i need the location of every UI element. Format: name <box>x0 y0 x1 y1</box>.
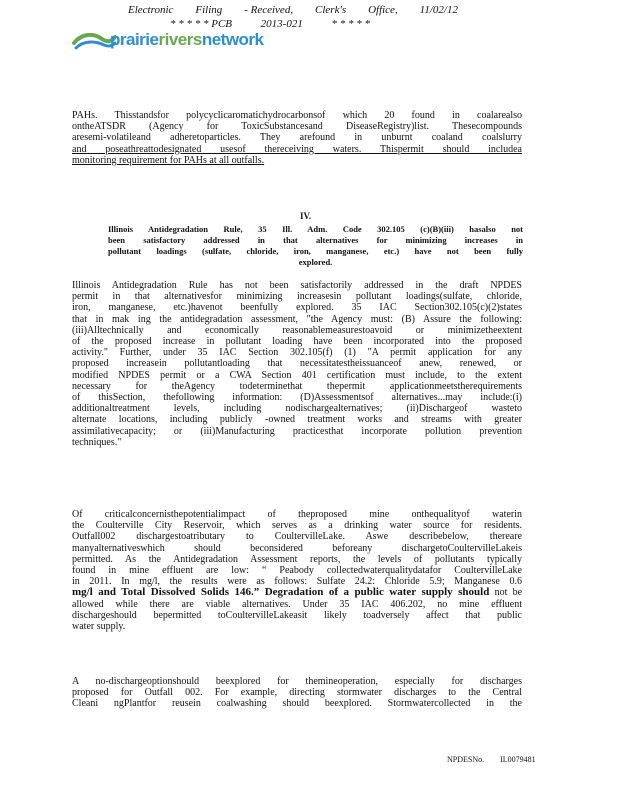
paragraph-critical-concern <box>72 509 522 632</box>
text-line: of thisSection, thefollowing information: (D)Assessmentsof alternatives...may include:(i) <box>72 392 522 404</box>
case-number: 2013-021 <box>260 18 303 30</box>
text-line: found in mine effluent are low: “ Peabody collectedwaterqualitydatafor CoultervilleLake <box>72 565 522 577</box>
text-line: proposed increasein pollutantloading that necessitatestheissuanceof anew, renewed, or <box>72 358 522 370</box>
text-line: allowed while there are viable alternatives. Under 35 IAC 406.202, no mine effluent <box>72 598 522 610</box>
text-line: iron, manganese, etc.)havenot beenfully explored. 35 IAC Section302.105(c)(2)states <box>72 302 522 314</box>
text-line: Of criticalconcernisthepotentialimpact of theproposed mine onthequalityof waterin <box>72 509 522 520</box>
section-number: IV. <box>300 211 312 221</box>
text-line: Illinois Antidegradation Rule has not been satisfactorily addressed in the draft NPDES <box>72 280 522 291</box>
text-line: water supply. <box>72 621 126 633</box>
paragraph-no-discharge <box>72 676 522 710</box>
npdes-label: NPDESNo. <box>447 755 485 764</box>
heading-line: Illinois Antidegradation Rule, 35 Ill. Adm. Code 302.105 (c)(B)(iii) hasalso not <box>108 224 523 234</box>
filing-stamp-line1 <box>128 4 458 16</box>
stamp-word: Electronic <box>128 4 174 16</box>
text-line: alternate locations, including publicly -owned treatment works and streams with greater <box>72 414 522 426</box>
bold-text: mg/l and Total Dissolved Solids 146.” Degradation of a public water supply should <box>72 586 490 599</box>
stamp-word: Office, <box>368 4 398 16</box>
heading-line: been satisfactory addressed in that alternatives for minimizing increases in <box>108 235 523 245</box>
text-line: PAHs. Thisstandsfor polycyclicaromatichydrocarbonsof which 20 found in coalarealso <box>72 110 522 121</box>
logo-wordmark: prairieriversnetwork <box>110 30 264 49</box>
stamp-word: - Received, <box>244 4 294 16</box>
text-run: not be <box>494 587 523 599</box>
text-line: modified NPDES permit or a CWA Section 401 certification must include, to the extent <box>72 369 522 381</box>
text-line: permit in that alternativesfor minimizing increasesin pollutant loadings(sulfate, chloride, <box>72 291 522 303</box>
prairie-rivers-logo <box>72 29 264 51</box>
text-line: activity." Further, under 35 IAC Section 302.105(f) (1) "A permit application for any <box>72 347 522 359</box>
text-line: (iii)Alltechnically and economically reasonablemeasurestoavoid or minimizetheextent <box>72 324 522 336</box>
text-line: the Coulterville City Reservoir, which serves as a drinking water source for residents. <box>72 520 522 532</box>
text-line: manyalternativeswhich should beconsidered beforeany dischargetoCoultervilleLakeis <box>72 542 522 554</box>
page-footer <box>447 755 536 764</box>
section-heading <box>108 224 523 268</box>
stamp-stars-left: * * * * * PCB <box>170 18 233 30</box>
text-line: monitoring requirement for PAHs at all outfalls. <box>72 154 265 166</box>
heading-line: pollutant loadings (sulfate, chloride, iron, manganese, etc.) have not been fully <box>108 246 523 256</box>
text-line: proposed for Outfall 002. For example, directing stormwater discharges to the Central <box>72 687 522 699</box>
text-line: permitted. As the Antidegradation Assessment reports, the levels of pollutants typically <box>72 553 522 565</box>
text-line: Cleani ngPlantfor reusein coalwashing should beexplored. Stormwatercollected in the <box>72 698 522 710</box>
text-line: techniques." <box>72 436 122 448</box>
text-line <box>72 587 522 598</box>
permit-number: IL0079481 <box>500 755 536 764</box>
text-line: and poseathreattodesignated usesof thereceiving waters. Thispermit should includea <box>72 143 522 155</box>
text-line: assimilativecapacity; or (iii)Manufacturing practicesthat incorporate pollution prevention <box>72 425 522 437</box>
text-line: aresemi-volatileand adheretoparticles. They arefound in unburnt coaland coalslurry <box>72 132 522 144</box>
text-line: necessary for theAgency todeterminethat thepermit applicationmeetstherequirements <box>72 380 522 392</box>
paragraph-pahs <box>72 110 522 166</box>
text-line: A no-dischargeoptionshould beexplored for themineoperation, especially for discharges <box>72 676 522 687</box>
stamp-stars-right: * * * * * <box>331 18 370 30</box>
text-line: ontheATSDR (Agency for ToxicSubstancesand DiseaseRegistry)list. Thesecompounds <box>72 121 522 133</box>
heading-line: explored. <box>298 257 333 267</box>
text-line: in 2011. In mg/l, the results were as follows: Sulfate 24.2: Chloride 5.9; Manganese 0.6 <box>72 576 522 588</box>
stamp-word: Clerk's <box>315 4 347 16</box>
text-line: dischargeshould bepermitted toCoultervilleLakeasit likely toadversely affect that public <box>72 609 522 621</box>
text-line: of the proposed increase in pollutant loading have been incorporated into the proposed <box>72 336 522 348</box>
text-line: that in mak ing the antidegradation assessment, "the Agency must: (B) Assure the following: <box>72 313 522 325</box>
stamp-date: 11/02/12 <box>419 4 458 16</box>
stamp-word: Filing <box>195 4 223 16</box>
text-line: additionaltreatment levels, including nodischargealternatives; (ii)Dischargeof wasteto <box>72 403 522 415</box>
paragraph-antidegradation <box>72 280 522 448</box>
text-line: Outfall002 dischargestoatributary to CoultervilleLake. Aswe describebelow, thereare <box>72 531 522 543</box>
